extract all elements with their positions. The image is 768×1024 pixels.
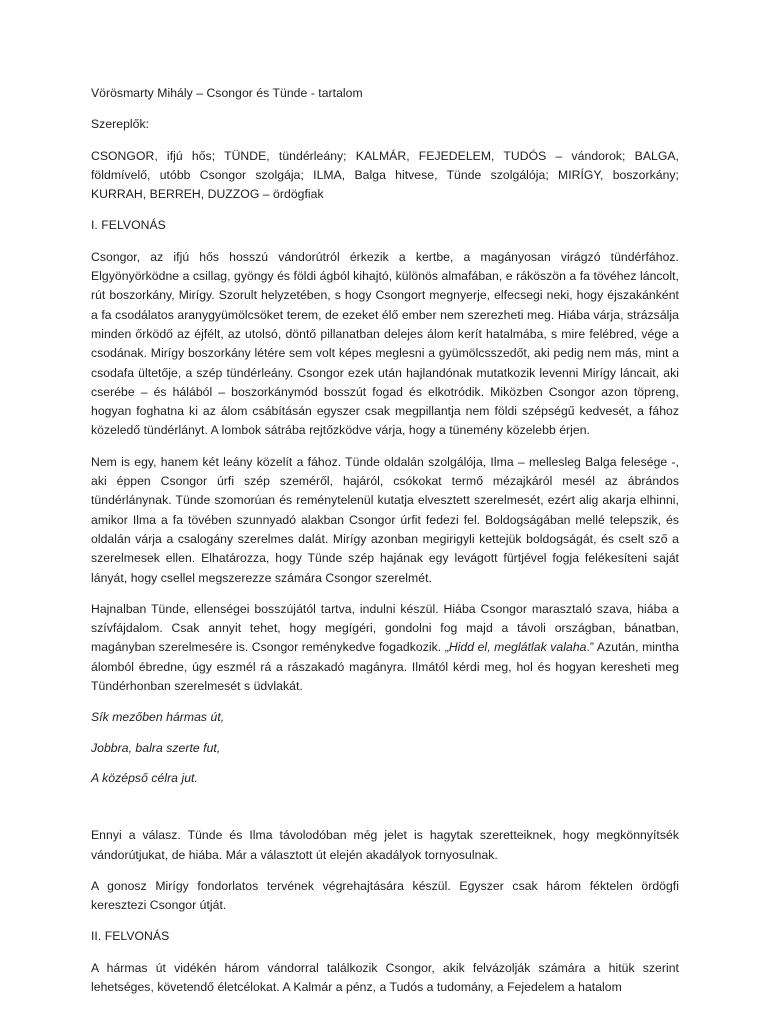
verse-line-2: Jobbra, balra szerte fut,: [91, 740, 221, 755]
act-1-paragraph-4: Ennyi a válasz. Tünde és Ilma távolodóban még jelet is hagytak szeretteiknek, hogy megkönnyítsék vándorútjukat, de hiába. Már a választott út elején akadályok tornyosulnak.: [91, 828, 679, 862]
characters-list: CSONGOR, ifjú hős; TÜNDE, tündérleány; KALMÁR, FEJEDELEM, TUDÓS – vándorok; BALGA, földmívelő, utóbb Csongor szolgája; ILMA, Balga hitvese, Tünde szolgálója; MIRÍGY, boszorkány; KURRAH, BERREH, DUZZOG – ördögfiak: [91, 148, 679, 202]
act-1-paragraph-3: [91, 600, 679, 696]
document-title: Vörösmarty Mihály – Csongor és Tünde - tartalom: [91, 86, 363, 100]
act-1-paragraph-3-end: .” Azután, mintha álomból ébredne, úgy eszmél rá a rászakadó magányra. Ilmától kérdi meg, hol és hogyan keresheti meg Tündérhonban szerelmesét s üdvlakát.: [91, 640, 679, 694]
act-1-heading: I. FELVONÁS: [91, 218, 166, 233]
verse-line-1: Sík mezőben hármas út,: [91, 710, 225, 725]
act-1-paragraph-3-start: Hajnalban Tünde, ellenségei bosszújától tartva, indulni készül. Hiába Csongor marasztaló szava, hiába a szívfájdalom. Csak annyit tehet, hogy megígéri, gondolni fog majd a távoli országban, bánatban, magányban szerelmesére is. Csongor reménykedve fogadkozik. „: [91, 601, 679, 655]
act-2-heading: II. FELVONÁS: [91, 929, 170, 944]
verse-line-3: A középső célra jut.: [91, 770, 198, 785]
characters-heading: Szereplők:: [91, 117, 150, 132]
act-1-paragraph-2: Nem is egy, hanem két leány közelít a fához. Tünde oldalán szolgálója, Ilma – mellesleg Balga felesége -, aki éppen Csongor úrfi szép szeméről, hajáról, csókokat termő mézajkáról mesél az ábrándos tündérlánynak. Tünde szomorúan és reménytelenül kutatja elvesztett szerelmesét, ezért alig akarja elhinni, amikor Ilma a fa tövében szunnyadó alakban Csongor úrfit fedezi fel. Boldogságában mellé telepszik, és oldalán várja a csalogány szerelmes dalát. Mirígy azonban megirigyli kettejük boldogságát, és cselt sző a szerelmesek ellen. Elhatározza, hogy Tünde szép hajának egy levágott fürtjével fogja felékesíteni saját lányát, hogy csellel megszerezze számára Csongor szerelmét.: [91, 454, 679, 585]
document-page: [91, 84, 679, 1009]
act-1-paragraph-5: A gonosz Mirígy fondorlatos tervének végrehajtására készül. Egyszer csak három féktelen ördögfi keresztezi Csongor útját.: [91, 878, 679, 913]
act-1-paragraph-1: Csongor, az ifjú hős hosszú vándorútról érkezik a kertbe, a magányosan virágzó tündérfához. Elgyönyörködne a csillag, gyöngy és földi ágból kihajtó, különös almafában, e ráköszön a fa tövéhez láncolt, rút boszorkány, Mirígy. Szorult helyzetében, s hogy Csongort megnyerje, elfecsegi neki, hogy éjszakánként a fa csodálatos aranygyümölcsöket terem, de ezeket élő ember nem szerezheti meg. Hiába várja, strázsálja minden őrködő az éjfélt, az utolsó, döntő pillanatban delejes álom kerít hatalmába, s mire felébred, vége a csodának. Mirígy boszorkány létére sem volt képes meglesni a gyümölcsszedőt, aki pedig nem más, mint a csodafa ültetője, a szép tündérleány. Csongor ezek után hajlandónak mutatkozik levenni Mirígy láncait, aki cserébe – és hálából – boszorkánymód bosszút fogad és elkotródik. Miközben Csongor azon töpreng, hogyan foghatna ki az álom csábításán egyszer csak megpillantja nem földi szépségű kedvesét, a fához közeledő tündérlányt. A lombok sátrába rejtőzködve várja, hogy a tünemény közelebb érjen.: [91, 249, 679, 438]
act-2-paragraph-1: A hármas út vidékén három vándorral találkozik Csongor, akik felvázolják számára a hitük szerint lehetséges, követendő életcélokat. A Kalmár a pénz, a Tudós a tudomány, a Fejedelem a hatalom: [91, 960, 679, 994]
act-1-paragraph-3-quote: Hidd el, meglátlak valaha: [448, 640, 587, 655]
